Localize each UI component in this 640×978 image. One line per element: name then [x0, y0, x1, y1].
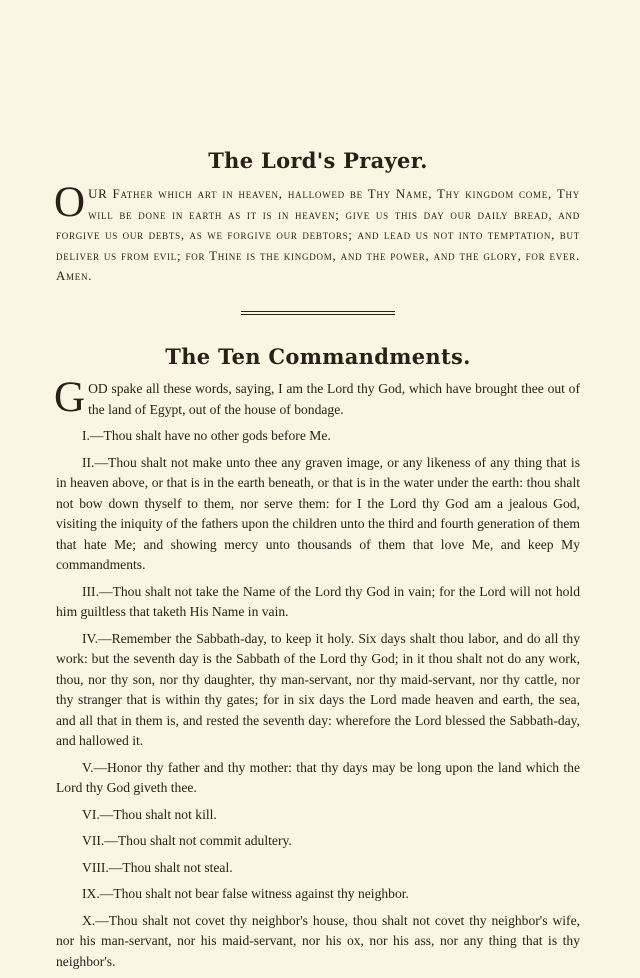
commandment-10: X.—Thou shalt not covet thy neighbor's house, thou shalt not covet thy neighbor's wife, nor his man-servant, nor his maid-servant, nor his ox, nor his ass, nor any thing that is thy neighbor's.	[56, 912, 580, 969]
commandment-1: I.—Thou shalt have no other gods before Me.	[82, 428, 331, 443]
commandment-7: VII.—Thou shalt not commit adultery.	[82, 833, 292, 848]
section-divider	[241, 311, 395, 315]
lords-prayer-drop-cap: O	[54, 179, 86, 226]
commandments-intro-text: OD spake all these words, saying, I am the Lord thy God, which have brought thee out of the land of Egypt, out of the house of bondage.	[88, 381, 580, 417]
ten-commandments-text	[54, 374, 580, 978]
commandment-5: V.—Honor thy father and thy mother: that thy days may be long upon the land which the Lord thy God giveth thee.	[56, 759, 580, 795]
lords-prayer-body: UR Father which art in heaven, hallowed be Thy Name, Thy kingdom come, Thy will be done in earth as it is in heaven; give us this day our daily bread, and forgive us our debts, as we forgive our debtors; and lead us not into temptation, but deliver us from evil; for Thine is the kingdom, and the power, and the glory, for ever. Amen.	[56, 187, 580, 283]
commandments-drop-cap: G	[54, 374, 86, 421]
commandment-9: IX.—Thou shalt not bear false witness against thy neighbor.	[82, 886, 409, 901]
commandment-2: II.—Thou shalt not make unto thee any graven image, or any likeness of any thing that is in heaven above, or that is in the earth beneath, or that is in the water under the earth: thou shalt not bow down thyself to them, nor serve them: for I the Lord thy God am a jealous God, visiting the iniquity of the fathers upon the children unto the third and fourth generation of them that hate Me; and showing mercy unto thousands of them that love Me, and keep My commandments.	[56, 454, 580, 572]
commandment-4: IV.—Remember the Sabbath-day, to keep it holy. Six days shalt thou labor, and do all thy work: but the seventh day is the Sabbath of the Lord thy God; in it thou shalt not do any work, thou, nor thy son, nor thy daughter, thy man-servant, nor thy maid-servant, nor thy cattle, nor thy stranger that is within thy gates; for in six days the Lord made heaven and earth, the sea, and all that in them is, and rested the seventh day: wherefore the Lord blessed the Sabbath-day, and hallowed it.	[56, 630, 580, 748]
lords-prayer-title: The Lord's Prayer.	[208, 148, 428, 173]
commandments-intro	[54, 374, 580, 421]
commandment-8: VIII.—Thou shalt not steal.	[82, 859, 233, 875]
ten-commandments-title: The Ten Commandments.	[165, 344, 471, 369]
commandment-6: VI.—Thou shalt not kill.	[82, 806, 217, 822]
commandment-3: III.—Thou shalt not take the Name of the Lord thy God in vain; for the Lord will not hold him guiltless that taketh His Name in vain.	[56, 583, 580, 619]
lords-prayer-text	[54, 179, 580, 287]
